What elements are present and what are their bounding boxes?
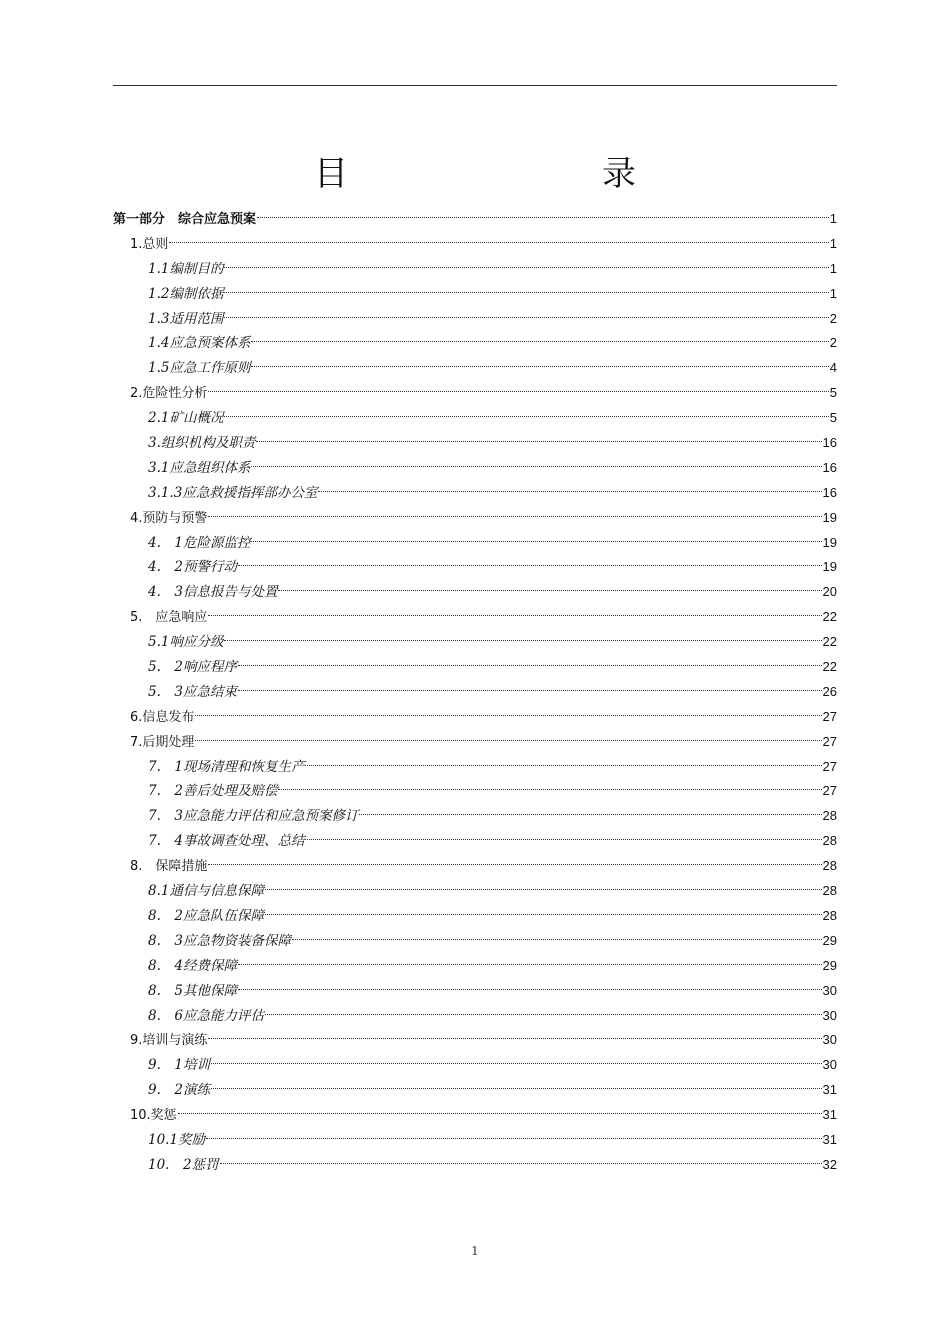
toc-entry-page: 1 xyxy=(829,235,837,251)
toc-entry-label: 9.培训与演练 xyxy=(130,1033,208,1049)
toc-entry-label: 8. 3应急物资装备保障 xyxy=(148,932,291,949)
dot-leader xyxy=(265,889,822,890)
toc-entry[interactable] xyxy=(113,356,837,381)
toc-entry-page: 28 xyxy=(822,833,837,849)
dot-leader xyxy=(211,1063,822,1064)
toc-entry[interactable] xyxy=(113,655,837,680)
toc-entry-label: 7. 4事故调查处理、总结 xyxy=(148,833,305,850)
toc-entry-label: 2.1矿山概况 xyxy=(148,410,224,427)
toc-entry-label: 1.1编制目的 xyxy=(148,260,224,277)
toc-entry-label: 8. 5其他保障 xyxy=(148,982,237,999)
toc-entry-label: 4. 1危险源监控 xyxy=(148,534,251,551)
toc-entry[interactable] xyxy=(113,730,837,755)
toc-entry-page: 26 xyxy=(822,683,837,699)
toc-entry-page: 28 xyxy=(822,883,837,899)
dot-leader xyxy=(195,740,821,741)
toc-entry-label: 4.预防与预警 xyxy=(130,510,208,526)
toc-entry-label: 5. 2响应程序 xyxy=(148,659,237,676)
toc-entry[interactable] xyxy=(113,1103,837,1128)
toc-entry-label: 5. 3应急结束 xyxy=(148,683,237,700)
toc-entry-label: 8. 6应急能力评估 xyxy=(148,1007,264,1024)
toc-entry[interactable] xyxy=(113,954,837,979)
dot-leader xyxy=(318,491,821,492)
toc-entry-page: 32 xyxy=(822,1156,837,1172)
dot-leader xyxy=(251,366,828,367)
toc-entry-label: 7.后期处理 xyxy=(130,734,195,750)
toc-entry-page: 16 xyxy=(822,435,837,451)
toc-entry[interactable] xyxy=(113,879,837,904)
toc-entry-label: 9. 2演练 xyxy=(148,1082,210,1099)
dot-leader xyxy=(195,715,821,716)
toc-entry-page: 27 xyxy=(822,733,837,749)
toc-entry-page: 22 xyxy=(822,634,837,650)
dot-leader xyxy=(238,665,822,666)
toc-entry-label: 10.奖惩 xyxy=(130,1108,177,1124)
dot-leader xyxy=(238,964,822,965)
dot-leader xyxy=(224,292,828,293)
toc-entry-label: 3.组织机构及职责 xyxy=(148,435,256,452)
toc-entry-label: 5.1响应分级 xyxy=(148,634,224,651)
toc-entry-page: 16 xyxy=(822,459,837,475)
toc-entry-page: 1 xyxy=(829,260,837,276)
toc-entry-page: 19 xyxy=(822,559,837,575)
toc-entry[interactable] xyxy=(113,232,837,257)
dot-leader xyxy=(208,615,821,616)
toc-entry-label: 1.3适用范围 xyxy=(148,310,224,327)
toc-entry[interactable] xyxy=(113,282,837,307)
toc-entry[interactable] xyxy=(113,804,837,829)
toc-entry-page: 22 xyxy=(822,609,837,625)
dot-leader xyxy=(251,541,821,542)
dot-leader xyxy=(224,317,828,318)
dot-leader xyxy=(238,690,822,691)
dot-leader xyxy=(206,1138,821,1139)
toc-entry-label: 1.4应急预案体系 xyxy=(148,335,251,352)
toc-entry-page: 2 xyxy=(829,310,837,326)
toc-entry-label: 1.2编制依据 xyxy=(148,285,224,302)
toc-entry[interactable] xyxy=(113,904,837,929)
toc-entry-label: 4. 2预警行动 xyxy=(148,559,237,576)
dot-leader xyxy=(169,242,828,243)
toc-entry-label: 1.5应急工作原则 xyxy=(148,360,251,377)
toc-entry[interactable] xyxy=(113,979,837,1004)
toc-entry-page: 22 xyxy=(822,659,837,675)
dot-leader xyxy=(178,1113,822,1114)
toc-entry-label: 1.总则 xyxy=(130,236,169,252)
dot-leader xyxy=(292,939,822,940)
toc-entry[interactable] xyxy=(113,555,837,580)
header-rule xyxy=(113,85,837,86)
dot-leader xyxy=(265,1014,822,1015)
dot-leader xyxy=(359,814,821,815)
toc-entry-page: 30 xyxy=(822,1057,837,1073)
dot-leader xyxy=(278,789,821,790)
toc-entry-label: 7. 1现场清理和恢复生产 xyxy=(148,758,305,775)
toc-entry-page: 27 xyxy=(822,758,837,774)
toc-entry[interactable] xyxy=(113,1153,837,1178)
toc-entry-label: 3.1.3应急救援指挥部办公室 xyxy=(148,484,318,501)
dot-leader xyxy=(208,1038,821,1039)
toc-entry[interactable] xyxy=(113,1078,837,1103)
toc-entry[interactable] xyxy=(113,1028,837,1053)
toc-entry-page: 4 xyxy=(829,360,837,376)
toc-entry-page: 19 xyxy=(822,509,837,525)
toc-entry-page: 28 xyxy=(822,808,837,824)
toc-entry-page: 29 xyxy=(822,932,837,948)
toc-entry[interactable] xyxy=(113,481,837,506)
toc-entry-page: 5 xyxy=(829,410,837,426)
toc-entry-label: 8. 4经费保障 xyxy=(148,957,237,974)
toc-entry-page: 16 xyxy=(822,484,837,500)
toc-entry-page: 27 xyxy=(822,708,837,724)
dot-leader xyxy=(224,640,821,641)
toc-entry[interactable] xyxy=(113,630,837,655)
dot-leader xyxy=(238,989,822,990)
toc-entry-label: 6.信息发布 xyxy=(130,709,195,725)
toc-entry-label: 10. 2惩罚 xyxy=(148,1156,219,1173)
toc-entry-page: 30 xyxy=(822,1032,837,1048)
toc-entry-label: 2.危险性分析 xyxy=(130,386,208,402)
toc-entry[interactable] xyxy=(113,331,837,356)
dot-leader xyxy=(305,765,821,766)
toc-entry[interactable] xyxy=(113,929,837,954)
toc-entry[interactable] xyxy=(113,406,837,431)
toc-entry[interactable] xyxy=(113,779,837,804)
toc-entry-page: 5 xyxy=(829,385,837,401)
toc-entry-page: 27 xyxy=(822,783,837,799)
toc-entry[interactable] xyxy=(113,531,837,556)
toc-entry-page: 1 xyxy=(829,285,837,301)
toc-entry[interactable] xyxy=(113,1053,837,1078)
dot-leader xyxy=(211,1088,822,1089)
dot-leader xyxy=(265,914,822,915)
toc-entry[interactable] xyxy=(113,829,837,854)
dot-leader xyxy=(224,267,828,268)
toc-entry-label: 8.1通信与信息保障 xyxy=(148,883,264,900)
toc-entry-label: 5. 应急响应 xyxy=(130,610,208,626)
toc-entry-label: 7. 2善后处理及赔偿 xyxy=(148,783,278,800)
toc-entry-label: 7. 3应急能力评估和应急预案修订 xyxy=(148,808,359,825)
toc-entry-label: 8. 保障措施 xyxy=(130,859,208,875)
dot-leader xyxy=(251,341,828,342)
dot-leader xyxy=(224,416,828,417)
toc-entry-page: 19 xyxy=(822,534,837,550)
toc-entry[interactable] xyxy=(113,705,837,730)
toc-entry[interactable] xyxy=(113,680,837,705)
dot-leader xyxy=(251,466,821,467)
toc-entry-page: 29 xyxy=(822,957,837,973)
dot-leader xyxy=(220,1163,822,1164)
toc-entry-page: 20 xyxy=(822,584,837,600)
toc-entry[interactable] xyxy=(113,207,837,232)
toc-entry-page: 2 xyxy=(829,335,837,351)
dot-leader xyxy=(257,217,829,218)
page-number: 1 xyxy=(471,1244,479,1258)
dot-leader xyxy=(278,590,821,591)
toc-entry-page: 31 xyxy=(822,1082,837,1098)
toc-entry-page: 28 xyxy=(822,907,837,923)
toc-entry[interactable] xyxy=(113,580,837,605)
dot-leader xyxy=(305,839,821,840)
toc-entry-page: 1 xyxy=(829,211,837,226)
page-title: 目 录 xyxy=(314,154,698,194)
toc-entry-label: 第一部分 综合应急预案 xyxy=(113,212,257,227)
dot-leader xyxy=(238,565,822,566)
dot-leader xyxy=(208,391,828,392)
dot-leader xyxy=(208,516,821,517)
toc-entry-label: 3.1应急组织体系 xyxy=(148,459,251,476)
toc-entry[interactable] xyxy=(113,456,837,481)
toc-entry[interactable] xyxy=(113,431,837,456)
toc-entry-label: 10.1奖励 xyxy=(148,1131,206,1148)
toc-entry-page: 30 xyxy=(822,982,837,998)
dot-leader xyxy=(256,441,821,442)
toc-entry[interactable] xyxy=(113,755,837,780)
toc-entry[interactable] xyxy=(113,1004,837,1029)
toc-entry[interactable] xyxy=(113,1128,837,1153)
toc-entry-label: 8. 2应急队伍保障 xyxy=(148,907,264,924)
toc-entry-page: 28 xyxy=(822,858,837,874)
toc-entry[interactable] xyxy=(113,257,837,282)
table-of-contents xyxy=(113,207,837,1178)
toc-entry[interactable] xyxy=(113,307,837,332)
toc-entry[interactable] xyxy=(113,381,837,406)
toc-entry[interactable] xyxy=(113,506,837,531)
toc-entry-page: 31 xyxy=(822,1107,837,1123)
toc-entry[interactable] xyxy=(113,854,837,879)
toc-entry-label: 4. 3信息报告与处置 xyxy=(148,584,278,601)
dot-leader xyxy=(208,864,821,865)
toc-entry-page: 31 xyxy=(822,1131,837,1147)
toc-entry[interactable] xyxy=(113,605,837,630)
toc-entry-page: 30 xyxy=(822,1007,837,1023)
toc-entry-label: 9. 1培训 xyxy=(148,1057,210,1074)
